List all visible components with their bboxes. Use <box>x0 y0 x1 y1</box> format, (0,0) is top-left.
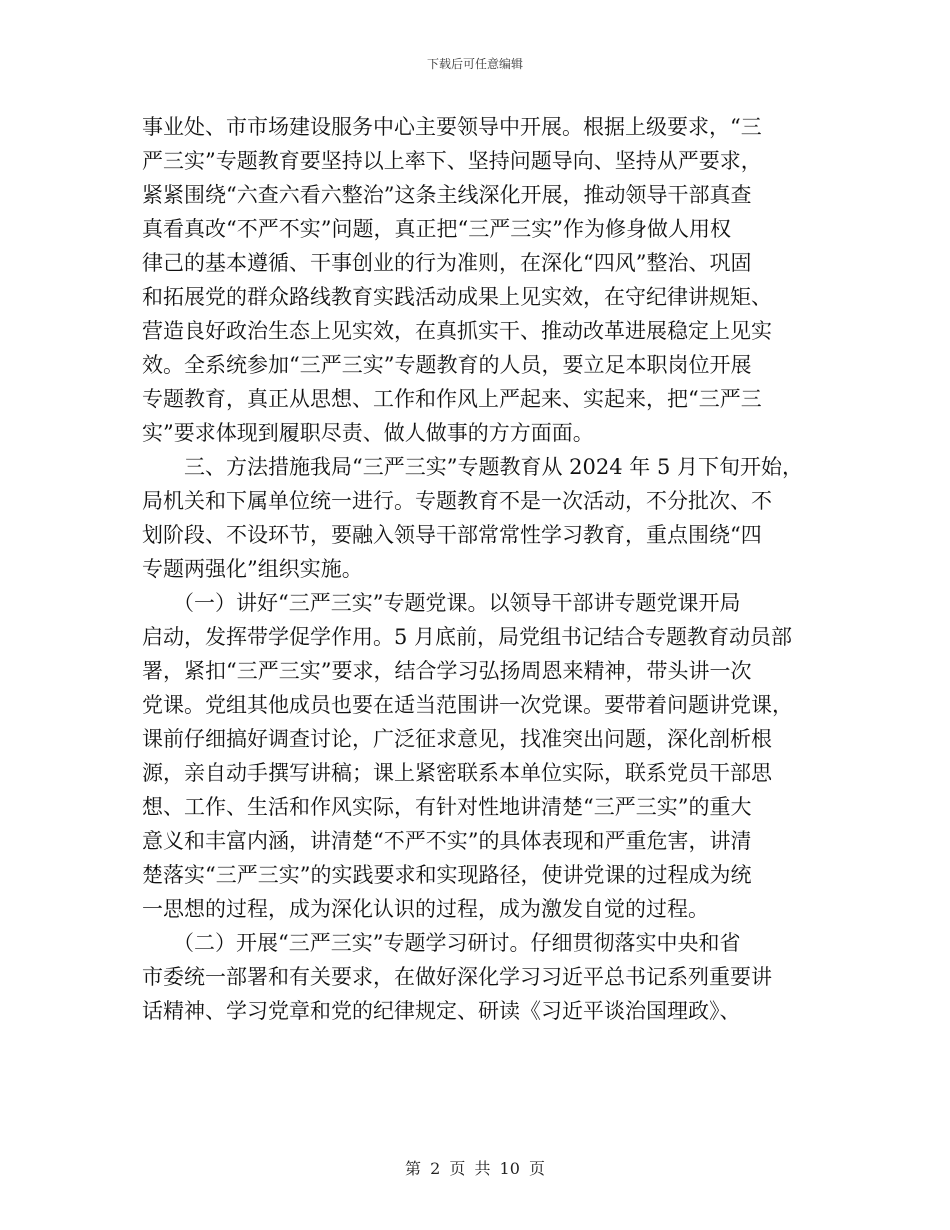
text-line: 源，亲自动手撰写讲稿；课上紧密联系本单位实际，联系党员干部思 <box>142 761 772 785</box>
document-body <box>142 110 810 1028</box>
text-line: 党课。党组其他成员也要在适当范围讲一次党课。要带着问题讲党课， <box>142 693 793 717</box>
text-line: 一思想的过程，成为深化认识的过程，成为激发自觉的过程。 <box>142 897 709 921</box>
text-line: 严三实”专题教育要坚持以上率下、坚持问题导向、坚持从严要求， <box>142 149 762 173</box>
text-line: 专题两强化”组织实施。 <box>142 557 363 581</box>
text-line: 想、工作、生活和作风实际，有针对性地讲清楚“三严三实”的重大 <box>142 795 752 819</box>
paragraph-first-line: 三、方法措施我局“三严三实”专题教育从 2024 年 5 月下旬开始， <box>184 455 803 479</box>
text-line: 效。全系统参加“三严三实”专题教育的人员，要立足本职岗位开展 <box>142 353 752 377</box>
text-line: 局机关和下属单位统一进行。专题教育不是一次活动，不分批次、不 <box>142 489 772 513</box>
text-line: 启动，发挥带学促学作用。5 月底前，局党组书记结合专题教育动员部 <box>142 625 793 649</box>
text-line: 紧紧围绕“六查六看六整治”这条主线深化开展，推动领导干部真查 <box>142 183 752 207</box>
text-line: 真看真改“不严不实”问题，真正把“三严三实”作为修身做人用权 <box>142 217 731 241</box>
text-line: 专题教育，真正从思想、工作和作风上严起来、实起来，把“三严三 <box>142 387 762 411</box>
page-header: 下载后可任意编辑 <box>426 57 523 71</box>
text-line: 事业处、市市场建设服务中心主要领导中开展。根据上级要求，“三 <box>142 115 762 139</box>
text-line: 课前仔细搞好调查讨论，广泛征求意见，找准突出问题，深化剖析根 <box>142 727 772 751</box>
text-line: 楚落实“三严三实”的实践要求和实现路径，使讲党课的过程成为统 <box>142 863 752 887</box>
page-number-footer: 第 2 页 共 10 页 <box>405 1159 545 1178</box>
text-line: 市委统一部署和有关要求，在做好深化学习习近平总书记系列重要讲 <box>142 965 772 989</box>
paragraph-first-line: （一）讲好“三严三实”专题党课。以领导干部讲专题党课开局 <box>173 591 741 615</box>
paragraph-first-line: （二）开展“三严三实”专题学习研讨。仔细贯彻落实中央和省 <box>173 931 741 955</box>
text-line: 话精神、学习党章和党的纪律规定、研读《习近平谈治国理政》、 <box>142 999 741 1023</box>
text-line: 意义和丰富内涵，讲清楚“不严不实”的具体表现和严重危害，讲清 <box>142 829 752 853</box>
text-line: 营造良好政治生态上见实效，在真抓实干、推动改革进展稳定上见实 <box>142 319 772 343</box>
text-line: 律己的基本遵循、干事创业的行为准则，在深化“四风”整治、巩固 <box>142 251 752 275</box>
text-line: 划阶段、不设环节，要融入领导干部常常性学习教育，重点围绕“四 <box>142 523 762 547</box>
text-line: 和拓展党的群众路线教育实践活动成果上见实效，在守纪律讲规矩、 <box>142 285 772 309</box>
text-line: 实”要求体现到履职尽责、做人做事的方方面面。 <box>142 421 594 445</box>
text-line: 署，紧扣“三严三实”要求，结合学习弘扬周恩来精神，带头讲一次 <box>142 659 752 683</box>
